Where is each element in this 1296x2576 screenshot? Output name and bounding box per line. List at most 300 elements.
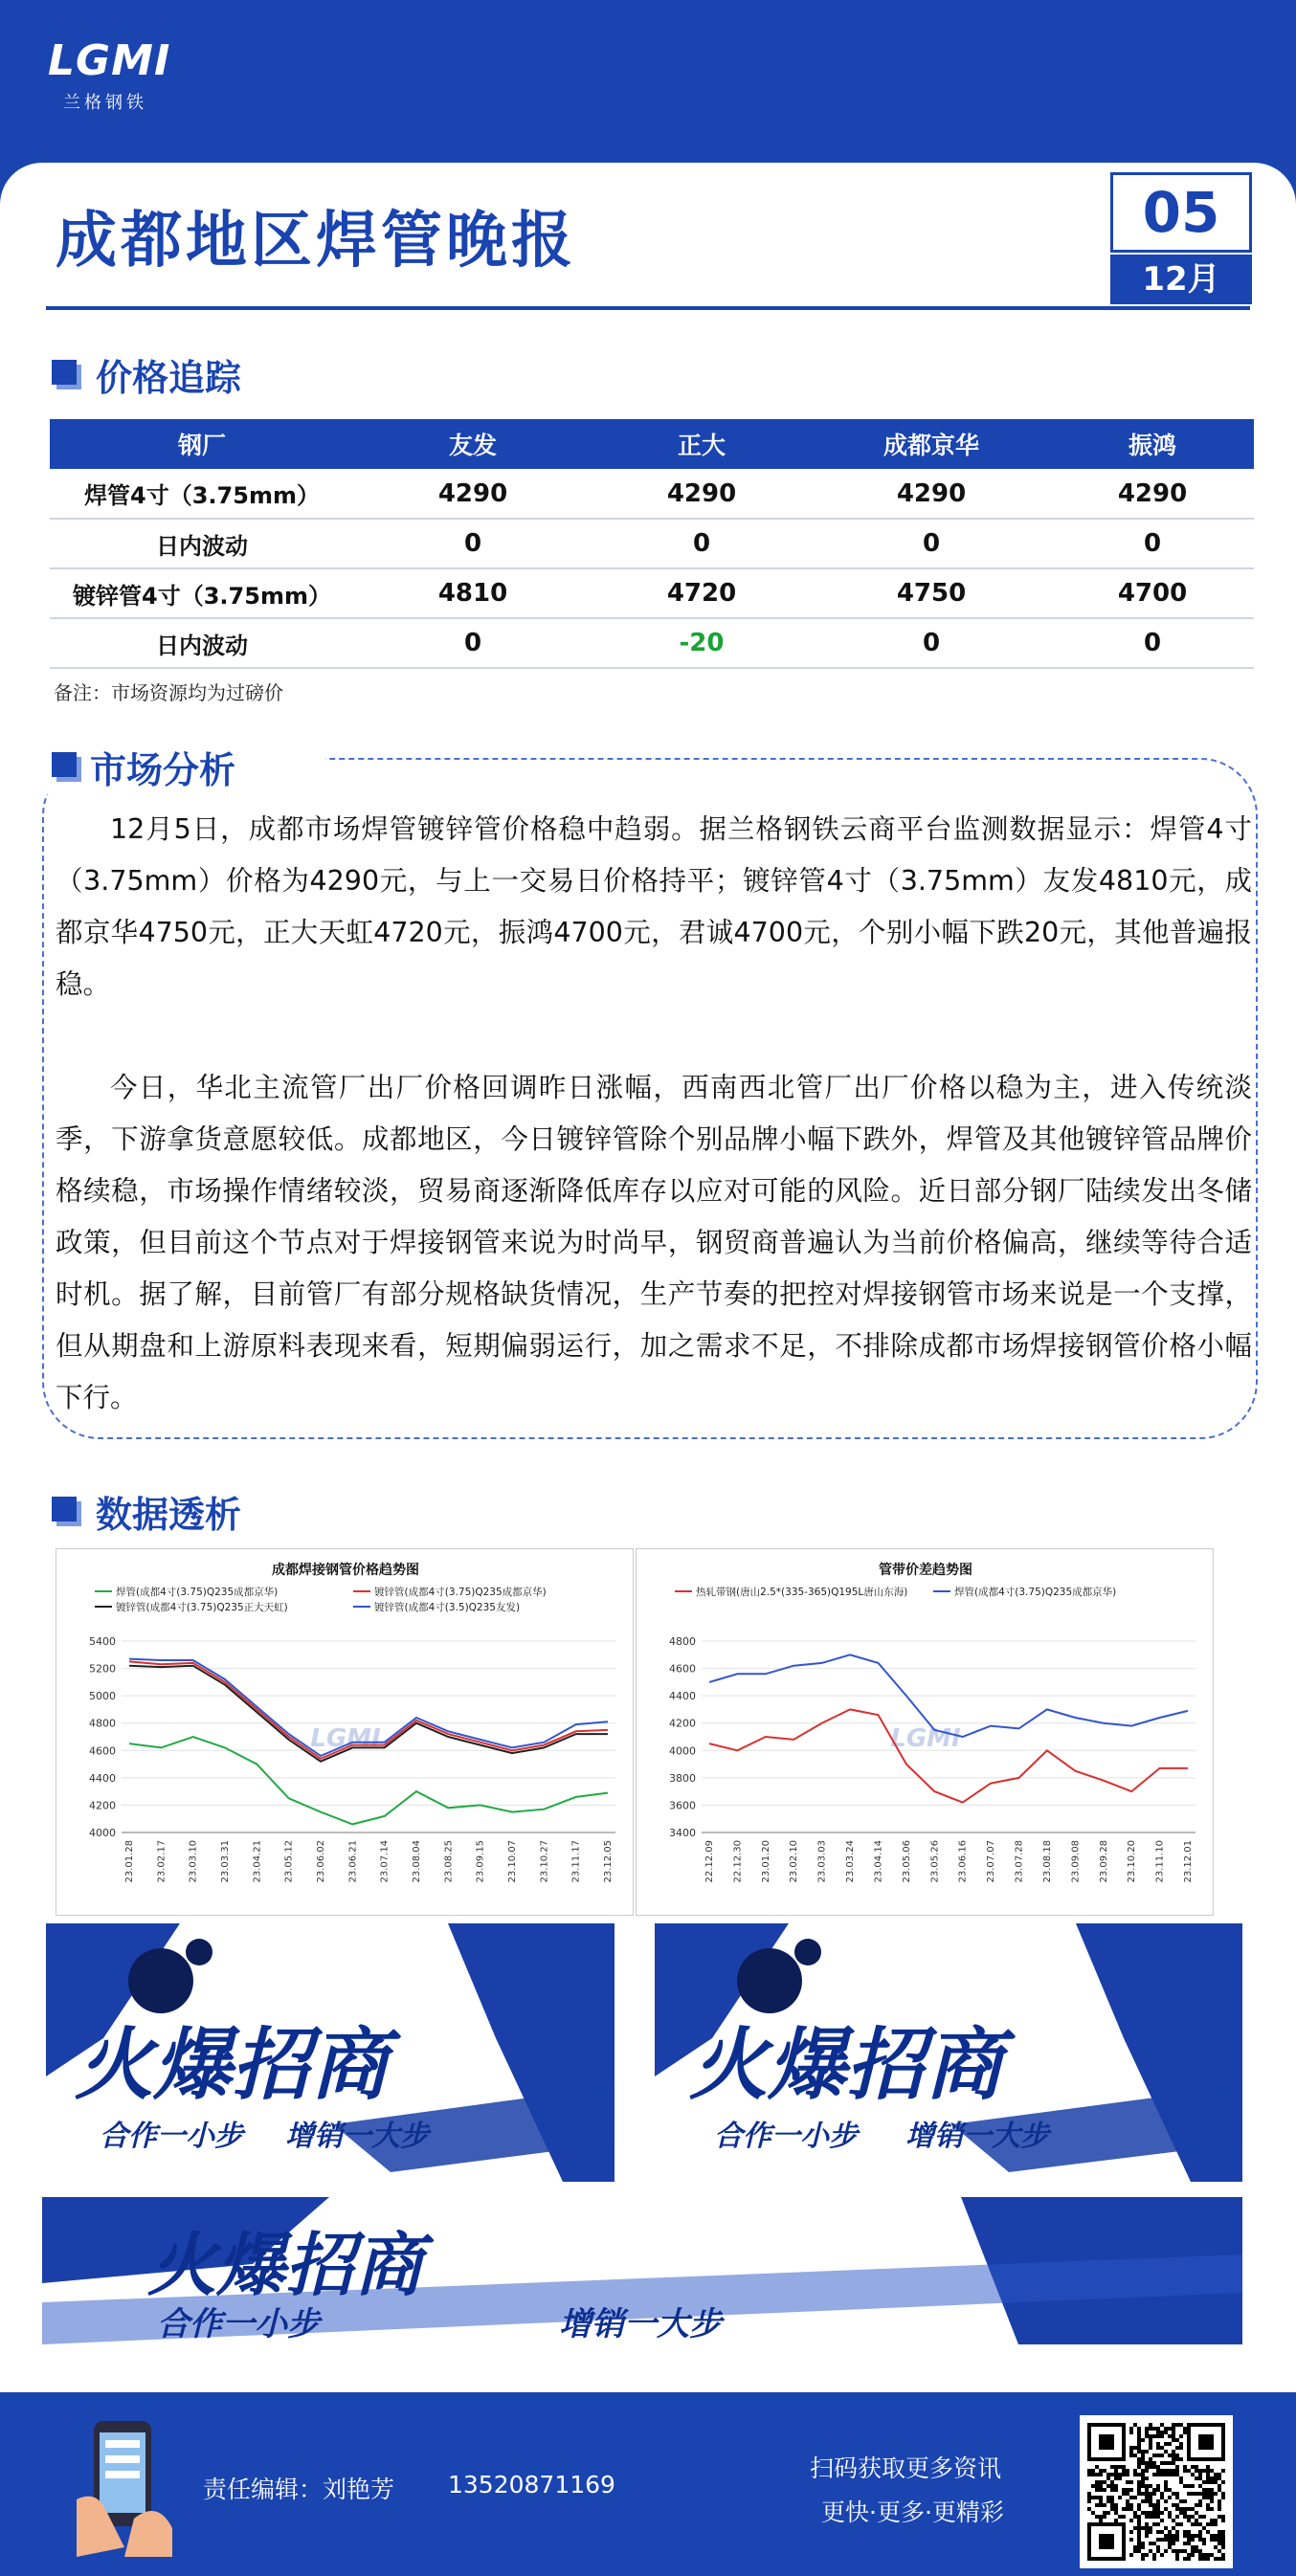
qr-module xyxy=(1095,2457,1099,2461)
legend-label: 镀锌管(成都4寸(3.5)Q235友发) xyxy=(374,1602,521,1613)
qr-module xyxy=(1156,2446,1160,2450)
change-cell: 0 xyxy=(354,519,592,568)
qr-module xyxy=(1187,2434,1191,2438)
qr-module xyxy=(1087,2545,1091,2549)
qr-module xyxy=(1145,2488,1149,2492)
qr-module xyxy=(1091,2423,1095,2427)
qr-module xyxy=(1137,2457,1141,2461)
qr-module xyxy=(1087,2473,1091,2476)
qr-module xyxy=(1087,2530,1091,2534)
qr-module xyxy=(1091,2484,1095,2488)
weld-pipe-price-chart xyxy=(56,1549,635,1917)
qr-module xyxy=(1145,2499,1149,2503)
qr-module xyxy=(1198,2423,1202,2427)
qr-module xyxy=(1106,2476,1110,2480)
qr-module xyxy=(1175,2423,1179,2427)
editor-label: 责任编辑：刘艳芳 xyxy=(203,2476,395,2503)
qr-module xyxy=(1149,2511,1152,2515)
qr-module xyxy=(1183,2431,1187,2434)
qr-module xyxy=(1172,2519,1175,2522)
qr-module xyxy=(1129,2496,1133,2499)
qr-module xyxy=(1091,2473,1095,2476)
page-title: 成都地区焊管晚报 xyxy=(56,205,576,277)
x-tick-label: 23.08.04 xyxy=(412,1840,422,1883)
qr-module xyxy=(1095,2557,1099,2561)
qr-module xyxy=(1156,2473,1160,2476)
qr-module xyxy=(1175,2473,1179,2476)
qr-module xyxy=(1156,2465,1160,2469)
qr-module xyxy=(1099,2457,1103,2461)
qr-code-icon[interactable] xyxy=(1080,2415,1233,2568)
qr-module xyxy=(1221,2492,1225,2496)
qr-module xyxy=(1198,2499,1202,2503)
qr-module xyxy=(1187,2534,1191,2538)
qr-module xyxy=(1221,2538,1225,2542)
qr-module xyxy=(1091,2457,1095,2461)
qr-module xyxy=(1118,2473,1122,2476)
qr-module xyxy=(1137,2507,1141,2511)
qr-module xyxy=(1160,2431,1164,2434)
qr-module xyxy=(1137,2503,1141,2507)
qr-module xyxy=(1087,2434,1091,2438)
qr-module xyxy=(1095,2423,1099,2427)
banner-sub-right: 增销一大步 xyxy=(559,2305,722,2343)
qr-module xyxy=(1198,2438,1202,2442)
qr-module xyxy=(1133,2549,1137,2553)
qr-module xyxy=(1156,2454,1160,2457)
qr-module xyxy=(1187,2423,1191,2427)
qr-module xyxy=(1195,2511,1198,2515)
qr-module xyxy=(1106,2538,1110,2542)
qr-module xyxy=(1191,2515,1195,2519)
qr-module xyxy=(1122,2469,1126,2473)
change-cell: 0 xyxy=(812,519,1051,568)
qr-module xyxy=(1172,2427,1175,2431)
qr-module xyxy=(1087,2549,1091,2553)
qr-module xyxy=(1152,2553,1156,2557)
qr-module xyxy=(1152,2511,1156,2515)
qr-module xyxy=(1160,2423,1164,2427)
qr-module xyxy=(1141,2480,1145,2484)
y-tick-label: 5000 xyxy=(89,1690,116,1703)
qr-module xyxy=(1206,2496,1210,2499)
banner-main-text: 火爆招商 xyxy=(75,2020,389,2111)
qr-module xyxy=(1141,2557,1145,2561)
qr-module xyxy=(1099,2534,1103,2538)
x-tick-label: 23.07.14 xyxy=(379,1840,391,1883)
qr-module xyxy=(1091,2557,1095,2561)
qr-module xyxy=(1191,2457,1195,2461)
qr-module xyxy=(1122,2522,1126,2526)
qr-module xyxy=(1149,2499,1152,2503)
qr-module xyxy=(1218,2542,1221,2545)
qr-module xyxy=(1218,2530,1221,2534)
qr-module xyxy=(1183,2511,1187,2515)
qr-module xyxy=(1221,2480,1225,2484)
qr-module xyxy=(1137,2461,1141,2465)
qr-module xyxy=(1168,2511,1172,2515)
qr-module xyxy=(1137,2484,1141,2488)
qr-module xyxy=(1087,2542,1091,2545)
qr-module xyxy=(1195,2545,1198,2549)
qr-module xyxy=(1202,2469,1206,2473)
qr-module xyxy=(1175,2454,1179,2457)
qr-module xyxy=(1145,2496,1149,2499)
qr-module xyxy=(1149,2465,1152,2469)
qr-module xyxy=(1091,2522,1095,2526)
price-cell: 4290 xyxy=(1051,469,1254,519)
qr-module xyxy=(1103,2545,1106,2549)
qr-module xyxy=(1141,2469,1145,2473)
legend-label: 镀锌管(成都4寸(3.75)Q235正大天虹) xyxy=(116,1602,288,1613)
promo-banner-wide[interactable] xyxy=(42,2197,1242,2344)
qr-module xyxy=(1149,2484,1152,2488)
qr-module xyxy=(1145,2465,1149,2469)
table-row xyxy=(50,469,1254,519)
qr-module xyxy=(1160,2446,1164,2450)
qr-module xyxy=(1149,2423,1152,2427)
x-tick-label: 23.09.08 xyxy=(1070,1840,1082,1883)
qr-module xyxy=(1133,2423,1137,2427)
qr-module xyxy=(1206,2553,1210,2557)
y-tick-label: 4400 xyxy=(89,1771,116,1785)
qr-module xyxy=(1210,2488,1214,2492)
qr-module xyxy=(1122,2454,1126,2457)
promo-banner-graphic xyxy=(42,2197,1242,2344)
qr-module xyxy=(1221,2434,1225,2438)
qr-module xyxy=(1191,2465,1195,2469)
qr-module xyxy=(1110,2522,1114,2526)
y-tick-label: 3400 xyxy=(669,1827,696,1839)
qr-module xyxy=(1149,2549,1152,2553)
banner-main-text: 火爆招商 xyxy=(147,2225,424,2305)
qr-module xyxy=(1179,2442,1183,2446)
x-tick-label: 23.09.28 xyxy=(1098,1840,1109,1883)
qr-module xyxy=(1099,2488,1103,2492)
qr-module xyxy=(1210,2534,1214,2538)
qr-module xyxy=(1172,2431,1175,2434)
qr-module xyxy=(1210,2434,1214,2438)
qr-module xyxy=(1164,2499,1168,2503)
qr-module xyxy=(1106,2545,1110,2549)
qr-module xyxy=(1202,2496,1206,2499)
qr-module xyxy=(1106,2522,1110,2526)
qr-module xyxy=(1118,2476,1122,2480)
qr-module xyxy=(1099,2469,1103,2473)
qr-module xyxy=(1214,2480,1218,2484)
qr-module xyxy=(1137,2480,1141,2484)
qr-module xyxy=(1137,2534,1141,2538)
qr-module xyxy=(1110,2438,1114,2442)
qr-module xyxy=(1218,2507,1221,2511)
qr-module xyxy=(1133,2496,1137,2499)
qr-module xyxy=(1210,2519,1214,2522)
qr-module xyxy=(1122,2542,1126,2545)
qr-module xyxy=(1141,2457,1145,2461)
qr-module xyxy=(1118,2515,1122,2519)
qr-module xyxy=(1152,2492,1156,2496)
qr-module xyxy=(1095,2522,1099,2526)
x-tick-label: 23.03.03 xyxy=(816,1840,828,1883)
qr-module xyxy=(1221,2442,1225,2446)
qr-module xyxy=(1160,2461,1164,2465)
qr-module xyxy=(1137,2473,1141,2476)
qr-module xyxy=(1183,2534,1187,2538)
qr-module xyxy=(1152,2488,1156,2492)
qr-module xyxy=(1195,2522,1198,2526)
qr-module xyxy=(1221,2553,1225,2557)
qr-module xyxy=(1118,2557,1122,2561)
qr-module xyxy=(1221,2469,1225,2473)
qr-module xyxy=(1129,2454,1133,2457)
qr-module xyxy=(1172,2461,1175,2465)
qr-module xyxy=(1160,2519,1164,2522)
qr-module xyxy=(1160,2496,1164,2499)
qr-module xyxy=(1214,2557,1218,2561)
x-tick-label: 23.11.10 xyxy=(1154,1840,1166,1883)
row-label: 镀锌管4寸（3.75mm） xyxy=(50,568,354,618)
qr-module xyxy=(1198,2476,1202,2480)
qr-module xyxy=(1195,2465,1198,2469)
x-tick-label: 23.11.17 xyxy=(570,1840,582,1883)
qr-module xyxy=(1099,2545,1103,2549)
qr-module xyxy=(1103,2522,1106,2526)
x-tick-label: 23.04.14 xyxy=(873,1840,884,1883)
qr-module xyxy=(1206,2434,1210,2438)
qr-module xyxy=(1191,2484,1195,2488)
qr-module xyxy=(1126,2488,1129,2492)
qr-module xyxy=(1122,2442,1126,2446)
qr-module xyxy=(1122,2530,1126,2534)
qr-module xyxy=(1137,2519,1141,2522)
qr-module xyxy=(1175,2530,1179,2534)
qr-module xyxy=(1110,2499,1114,2503)
qr-module xyxy=(1110,2503,1114,2507)
qr-module xyxy=(1087,2427,1091,2431)
qr-module xyxy=(1095,2465,1099,2469)
qr-module xyxy=(1156,2538,1160,2542)
qr-module xyxy=(1172,2538,1175,2542)
qr-module xyxy=(1137,2465,1141,2469)
analysis-paragraph: 12月5日，成都市场焊管镀锌管价格稳中趋弱。据兰格钢铁云商平台监测数据显示：焊管4寸（3.75mm）价格为4290元，与上一交易日价格持平；镀锌管4寸（3.75mm）友发4810元，成都京华4750元，正大天虹4720元，振鸿4700元，君诚4700元，个别小幅下跌20元，其他普遍报稳。 xyxy=(56,813,1252,1000)
qr-module xyxy=(1187,2553,1191,2557)
qr-module xyxy=(1175,2557,1179,2561)
analysis-paragraph: 今日，华北主流管厂出厂价格回调昨日涨幅，西南西北管厂出厂价格以稳为主，进入传统淡季，下游拿货意愿较低。成都地区，今日镀锌管除个别品牌小幅下跌外，焊管及其他镀锌管品牌价格续稳，市场操作情绪较淡，贸易商逐渐降低库存以应对可能的风险。近日部分钢厂陆续发出冬储政策，但目前这个节点对于焊接钢管来说为时尚早，钢贸商普遍认为当前价格偏高，继续等待合适时机。据了解，目前管厂有部分规格缺货情况，生产节奏的把控对焊接钢管市场来说是一个支撑，但从期盘和上游原料表现来看，短期偏弱运行，加之需求不足，不排除成都市场焊接钢管价格小幅下行。 xyxy=(56,1072,1252,1413)
qr-module xyxy=(1137,2431,1141,2434)
qr-module xyxy=(1206,2522,1210,2526)
section-square-icon xyxy=(52,752,77,777)
qr-module xyxy=(1187,2542,1191,2545)
qr-module xyxy=(1126,2507,1129,2511)
qr-module xyxy=(1221,2454,1225,2457)
qr-module xyxy=(1195,2549,1198,2553)
qr-module xyxy=(1103,2538,1106,2542)
table-header-row xyxy=(50,419,1254,469)
qr-module xyxy=(1137,2438,1141,2442)
qr-module xyxy=(1175,2503,1179,2507)
editor-phone[interactable]: 13520871169 xyxy=(448,2471,615,2498)
qr-module xyxy=(1168,2534,1172,2538)
qr-module xyxy=(1168,2545,1172,2549)
qr-module xyxy=(1099,2499,1103,2503)
qr-module xyxy=(1198,2469,1202,2473)
qr-module xyxy=(1110,2542,1114,2545)
qr-module xyxy=(1114,2476,1118,2480)
qr-module xyxy=(1221,2530,1225,2534)
qr-module xyxy=(1183,2484,1187,2488)
qr-module xyxy=(1156,2522,1160,2526)
qr-module xyxy=(1114,2522,1118,2526)
qr-module xyxy=(1099,2480,1103,2484)
table-header-cell: 正大 xyxy=(592,419,812,469)
qr-module xyxy=(1099,2484,1103,2488)
qr-module xyxy=(1141,2454,1145,2457)
qr-module xyxy=(1137,2526,1141,2530)
qr-module xyxy=(1133,2469,1137,2473)
qr-module xyxy=(1087,2496,1091,2499)
price-table xyxy=(50,419,1254,669)
qr-module xyxy=(1164,2442,1168,2446)
qr-module xyxy=(1126,2503,1129,2507)
qr-module xyxy=(1145,2515,1149,2519)
qr-module xyxy=(1210,2469,1214,2473)
qr-module xyxy=(1172,2526,1175,2530)
chart-panel-weld-pipe xyxy=(56,1548,634,1916)
qr-module xyxy=(1114,2423,1118,2427)
qr-module xyxy=(1129,2507,1133,2511)
qr-module xyxy=(1195,2476,1198,2480)
qr-module xyxy=(1122,2492,1126,2496)
qr-module xyxy=(1152,2557,1156,2561)
qr-module xyxy=(1126,2499,1129,2503)
qr-module xyxy=(1110,2480,1114,2484)
qr-module xyxy=(1206,2438,1210,2442)
table-header-cell: 振鸿 xyxy=(1051,419,1254,469)
banner-sub-left: 合作一小步 xyxy=(714,2120,858,2153)
qr-module xyxy=(1103,2446,1106,2450)
qr-module xyxy=(1218,2484,1221,2488)
qr-module xyxy=(1206,2492,1210,2496)
qr-module xyxy=(1179,2507,1183,2511)
qr-module xyxy=(1175,2538,1179,2542)
qr-module xyxy=(1179,2423,1183,2427)
qr-module xyxy=(1087,2438,1091,2442)
qr-module xyxy=(1156,2434,1160,2438)
qr-module xyxy=(1087,2526,1091,2530)
price-cell: 4290 xyxy=(354,469,592,519)
qr-module xyxy=(1172,2438,1175,2442)
qr-module xyxy=(1149,2530,1152,2534)
qr-module xyxy=(1214,2457,1218,2461)
qr-module xyxy=(1118,2465,1122,2469)
qr-module xyxy=(1168,2454,1172,2457)
qr-module xyxy=(1206,2469,1210,2473)
qr-module xyxy=(1202,2480,1206,2484)
qr-module xyxy=(1149,2446,1152,2450)
qr-module xyxy=(1202,2492,1206,2496)
qr-module xyxy=(1122,2553,1126,2557)
qr-module xyxy=(1172,2492,1175,2496)
qr-module xyxy=(1183,2499,1187,2503)
qr-module xyxy=(1133,2545,1137,2549)
qr-module xyxy=(1087,2457,1091,2461)
qr-module xyxy=(1187,2538,1191,2542)
qr-module xyxy=(1198,2557,1202,2561)
qr-module xyxy=(1214,2473,1218,2476)
qr-module xyxy=(1110,2465,1114,2469)
qr-module xyxy=(1099,2519,1103,2522)
qr-module xyxy=(1168,2530,1172,2534)
qr-module xyxy=(1191,2538,1195,2542)
qr-module xyxy=(1149,2457,1152,2461)
qr-module xyxy=(1103,2457,1106,2461)
qr-module xyxy=(1152,2461,1156,2465)
qr-module xyxy=(1106,2442,1110,2446)
qr-module xyxy=(1206,2557,1210,2561)
qr-module xyxy=(1183,2530,1187,2534)
qr-module xyxy=(1206,2465,1210,2469)
qr-module xyxy=(1221,2431,1225,2434)
qr-module xyxy=(1122,2515,1126,2519)
qr-module xyxy=(1126,2492,1129,2496)
qr-module xyxy=(1099,2473,1103,2476)
x-tick-label: 23.07.07 xyxy=(986,1840,997,1883)
price-cell: 4700 xyxy=(1051,568,1254,618)
qr-module xyxy=(1106,2457,1110,2461)
qr-module xyxy=(1149,2515,1152,2519)
x-tick-label: 23.10.07 xyxy=(507,1840,518,1883)
title-divider xyxy=(46,306,1250,310)
y-tick-label: 4200 xyxy=(669,1717,696,1730)
qr-module xyxy=(1137,2488,1141,2492)
qr-module xyxy=(1202,2538,1206,2542)
price-cell: 4290 xyxy=(812,469,1051,519)
qr-module xyxy=(1087,2492,1091,2496)
qr-module xyxy=(1156,2511,1160,2515)
x-tick-label: 23.03.31 xyxy=(220,1840,231,1883)
x-tick-label: 22.12.30 xyxy=(732,1840,744,1883)
qr-module xyxy=(1168,2427,1172,2431)
promo-banner-left[interactable] xyxy=(46,1923,614,2182)
qr-module xyxy=(1168,2538,1172,2542)
x-tick-label: 23.06.02 xyxy=(316,1840,326,1883)
qr-module xyxy=(1221,2519,1225,2522)
qr-module xyxy=(1218,2549,1221,2553)
qr-module xyxy=(1221,2427,1225,2431)
qr-module xyxy=(1164,2431,1168,2434)
qr-module xyxy=(1168,2488,1172,2492)
qr-module xyxy=(1183,2427,1187,2431)
qr-module xyxy=(1137,2427,1141,2431)
y-tick-label: 5400 xyxy=(89,1635,116,1648)
qr-module xyxy=(1137,2450,1141,2454)
promo-banner-right[interactable] xyxy=(655,1923,1242,2182)
qr-module xyxy=(1164,2427,1168,2431)
qr-module xyxy=(1175,2522,1179,2526)
qr-module xyxy=(1133,2526,1137,2530)
phone-hand-icon xyxy=(67,2413,182,2557)
qr-module xyxy=(1183,2542,1187,2545)
qr-module xyxy=(1129,2553,1133,2557)
qr-module xyxy=(1149,2492,1152,2496)
qr-module xyxy=(1210,2553,1214,2557)
qr-module xyxy=(1221,2457,1225,2461)
qr-module xyxy=(1095,2496,1099,2499)
table-note: 备注：市场资源均为过磅价 xyxy=(54,681,283,704)
qr-module xyxy=(1198,2553,1202,2557)
qr-module xyxy=(1206,2442,1210,2446)
qr-module xyxy=(1210,2446,1214,2450)
